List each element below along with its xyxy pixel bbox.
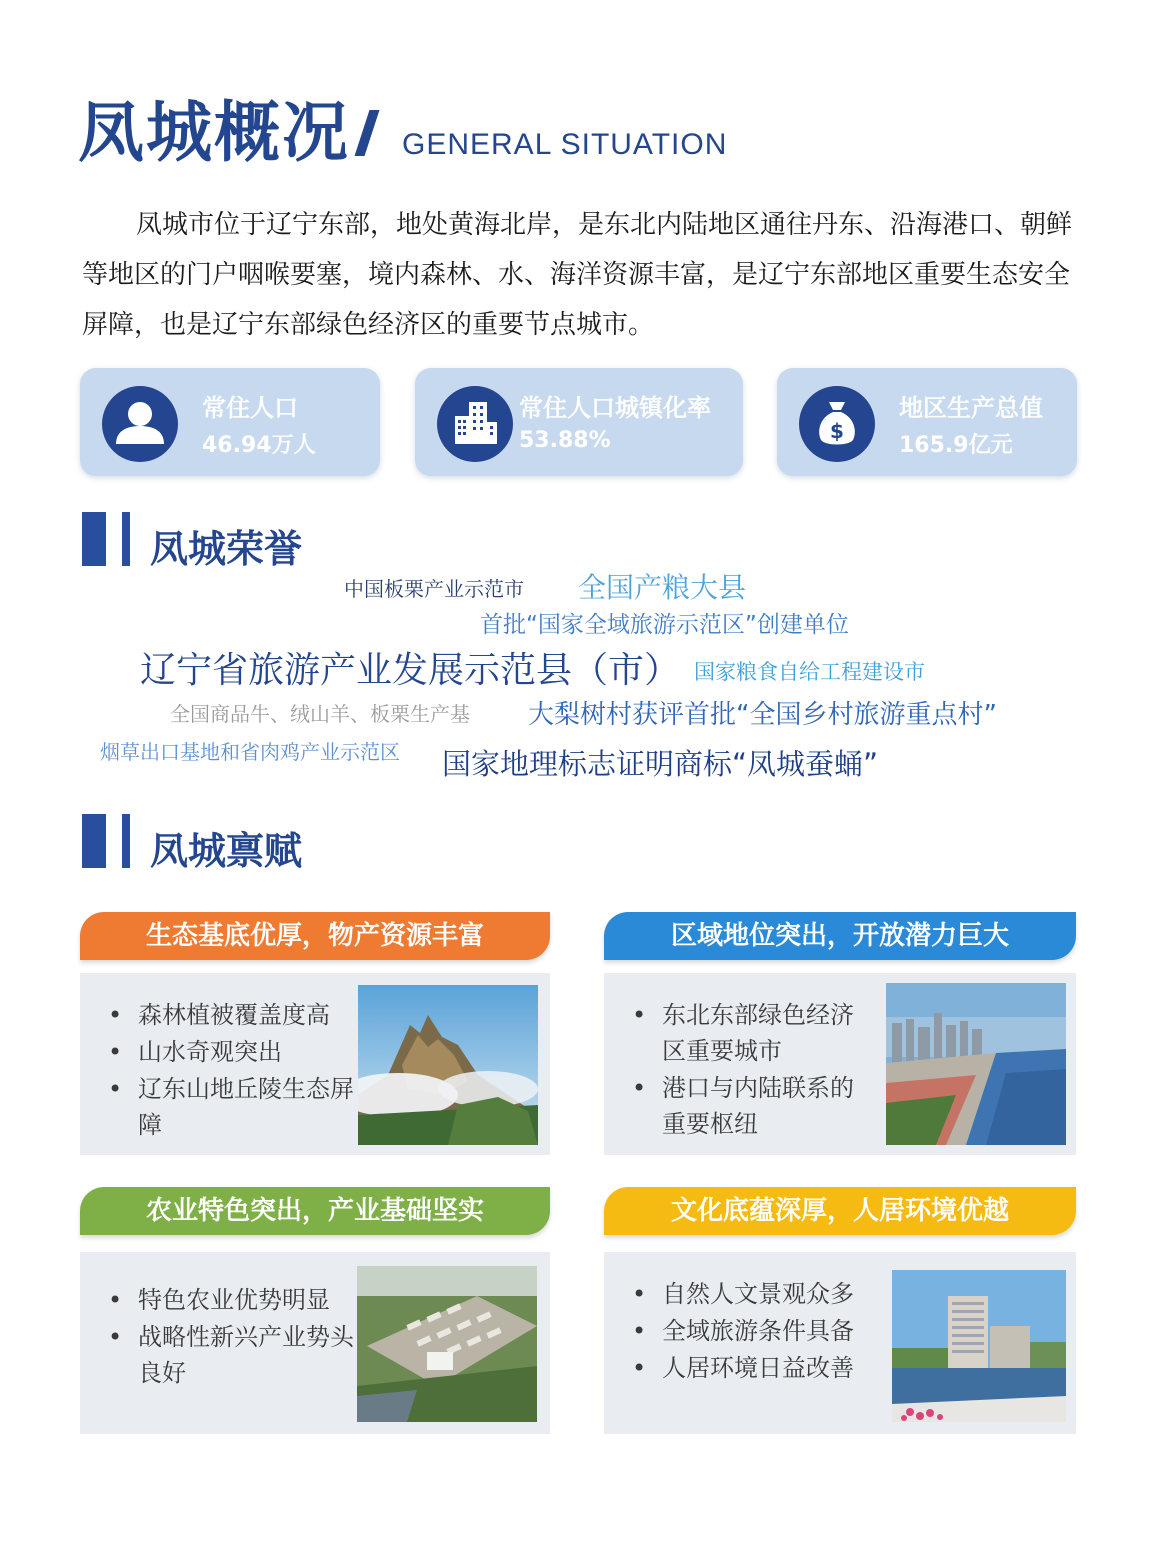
section-marker (122, 512, 130, 566)
panel-culture (604, 1252, 1076, 1434)
panel-agriculture (80, 1252, 550, 1434)
riverside-hotel-photo (892, 1270, 1066, 1422)
buildings-icon (437, 386, 513, 462)
section-marker (122, 814, 130, 868)
stat-value: 46.94万人 (202, 433, 316, 458)
stat-value: 165.9亿元 (899, 433, 1013, 458)
stat-label: 常住人口城镇化率 (519, 394, 711, 422)
stat-card-urbanization (415, 368, 743, 476)
money-bag-icon (799, 386, 875, 462)
honor-item: 国家地理标志证明商标“凤城蚕蛹” (442, 747, 879, 781)
honor-item: 中国板栗产业示范市 (344, 577, 524, 601)
page-subtitle: GENERAL SITUATION (402, 128, 728, 161)
ribbon-ecology: 生态基底优厚，物产资源丰富 (80, 912, 550, 960)
svg-text:$: $ (830, 419, 844, 443)
list-item: • 东北东部绿色经济区重要城市 (632, 997, 862, 1069)
ribbon-location: 区域地位突出，开放潜力巨大 (604, 912, 1076, 960)
stat-card-gdp (777, 368, 1077, 476)
honor-item: 全国商品牛、绒山羊、板栗生产基 (170, 702, 470, 726)
honor-item: 首批“国家全域旅游示范区”创建单位 (480, 612, 849, 638)
intro-paragraph: 凤城市位于辽宁东部，地处黄海北岸，是东北内陆地区通往丹东、沿海港口、朝鲜等地区的门户咽喉要塞，境内森林、水、海洋资源丰富，是辽宁东部地区重要生态安全屏障，也是辽宁东部绿色经济区的重要节点城市。 (82, 210, 1073, 340)
panel-ecology (80, 973, 550, 1155)
list-item: • 战略性新兴产业势头良好 (108, 1319, 354, 1391)
list-item: • 特色农业优势明显 (108, 1282, 354, 1318)
city-waterfront-photo (886, 983, 1066, 1145)
stat-value: 53.88% (519, 428, 611, 453)
mountain-photo (358, 985, 538, 1145)
honor-item: 全国产粮大县 (578, 571, 747, 604)
list-item: • 山水奇观突出 (108, 1034, 354, 1070)
section-marker (82, 512, 106, 566)
stat-label: 常住人口 (202, 394, 298, 422)
stat-label: 地区生产总值 (899, 394, 1043, 422)
section-marker (82, 814, 106, 868)
list-item: • 自然人文景观众多 (632, 1276, 878, 1312)
list-item: • 港口与内陆联系的重要枢纽 (632, 1070, 862, 1142)
list-item: • 辽东山地丘陵生态屏障 (108, 1071, 354, 1143)
page-title: 凤城概况 (78, 93, 350, 171)
list-item: • 森林植被覆盖度高 (108, 997, 354, 1033)
list-item: • 人居环境日益改善 (632, 1350, 878, 1386)
honor-item: 辽宁省旅游产业发展示范县（市） (140, 650, 681, 691)
panel-location (604, 973, 1076, 1155)
industrial-park-photo (357, 1266, 537, 1422)
stat-card-population (80, 368, 380, 476)
honor-item: 国家粮食自给工程建设市 (694, 660, 925, 684)
section-title-honors: 凤城荣誉 (150, 527, 303, 571)
person-icon (102, 386, 178, 462)
ribbon-agriculture: 农业特色突出，产业基础坚实 (80, 1187, 550, 1235)
section-title-endowment: 凤城禀赋 (150, 829, 303, 873)
honor-item: 烟草出口基地和省肉鸡产业示范区 (100, 740, 400, 764)
title-divider (355, 110, 380, 156)
honor-item: 大梨树村获评首批“全国乡村旅游重点村” (528, 700, 997, 730)
ribbon-culture: 文化底蕴深厚，人居环境优越 (604, 1187, 1076, 1235)
list-item: • 全域旅游条件具备 (632, 1313, 878, 1349)
